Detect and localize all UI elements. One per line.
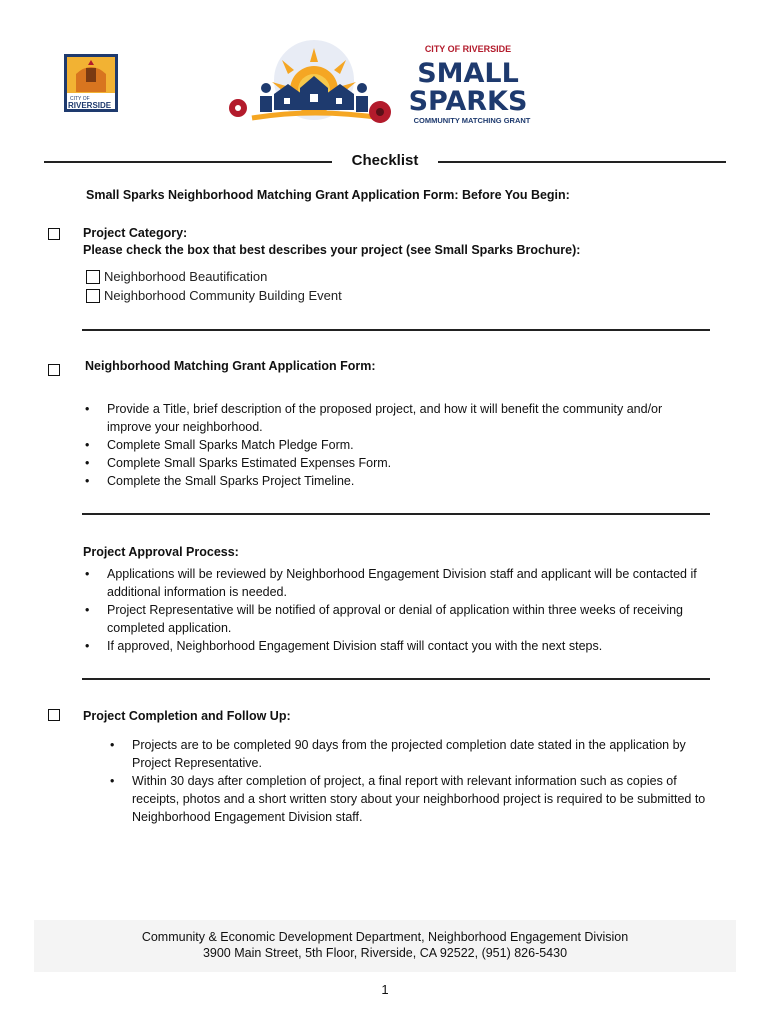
project-completion-list (108, 736, 724, 826)
project-category-subheading: Please check the box that best describes your project (see Small Sparks Brochure): (83, 243, 581, 257)
svg-text:RIVERSIDE: RIVERSIDE (68, 101, 112, 110)
project-completion-heading: Project Completion and Follow Up: (83, 709, 291, 723)
checklist-header (44, 150, 726, 174)
list-item: • Complete the Small Sparks Project Timeline. (83, 472, 703, 490)
list-item: • Applications will be reviewed by Neighborhood Engagement Division staff and applicant will be contacted if additional information is needed. (83, 565, 703, 601)
option-community-event-label: Neighborhood Community Building Event (104, 288, 342, 303)
checkbox-community-event[interactable] (86, 289, 100, 303)
list-item: • Within 30 days after completion of project, a final report with relevant information such as copies of receipts, photos and a short written story about your neighborhood project is required to be submitted to Neighborhood Engagement Division staff. (108, 772, 724, 826)
page-number: 1 (381, 982, 389, 997)
list-item: • Provide a Title, brief description of the proposed project, and how it will benefit the community and/or improve your neighborhood. (83, 400, 703, 436)
list-item: • Project Representative will be notified of approval or denial of application within three weeks of receiving completed application. (83, 601, 703, 637)
application-form-heading: Neighborhood Matching Grant Application Form: (85, 359, 376, 373)
intro-text: Small Sparks Neighborhood Matching Grant Application Form: Before You Begin: (86, 188, 570, 202)
svg-text:CITY OF: CITY OF (70, 96, 90, 102)
footer-address: 3900 Main Street, 5th Floor, Riverside, CA 92522, (951) 826-5430 (202, 946, 568, 960)
divider (82, 678, 710, 680)
checkbox-beautification[interactable] (86, 270, 100, 284)
divider (82, 329, 710, 331)
checkbox-project-category[interactable] (48, 228, 60, 240)
option-community-event[interactable] (86, 286, 342, 305)
list-item: • If approved, Neighborhood Engagement Division staff will contact you with the next steps. (83, 637, 703, 655)
footer-department: Community & Economic Development Department, Neighborhood Engagement Division (141, 930, 629, 944)
footer (34, 920, 736, 972)
brand-small-text: SMALL (417, 58, 519, 89)
brand-tagline-text: COMMUNITY MATCHING GRANT (413, 116, 531, 125)
list-item: • Projects are to be completed 90 days from the projected completion date stated in the application by Project Representative. (108, 736, 724, 772)
checkbox-application-form[interactable] (48, 364, 60, 376)
title-rule-left (44, 161, 332, 163)
brand-city-text: CITY OF RIVERSIDE (424, 44, 512, 54)
option-beautification[interactable] (86, 267, 342, 286)
approval-process-list (83, 565, 703, 655)
city-of-riverside-logo (64, 54, 118, 112)
list-item: • Complete Small Sparks Estimated Expenses Form. (83, 454, 703, 472)
list-item: • Complete Small Sparks Match Pledge Form. (83, 436, 703, 454)
project-category-heading: Project Category: (83, 226, 188, 240)
brand-sparks-text: SPARKS (408, 86, 528, 117)
page-title: Checklist (351, 152, 419, 169)
divider (82, 513, 710, 515)
application-form-list (83, 400, 703, 490)
approval-process-heading: Project Approval Process: (83, 545, 239, 559)
option-beautification-label: Neighborhood Beautification (104, 269, 268, 284)
title-rule-right (438, 161, 726, 163)
small-sparks-logo (222, 38, 552, 128)
checkbox-project-completion[interactable] (48, 709, 60, 721)
